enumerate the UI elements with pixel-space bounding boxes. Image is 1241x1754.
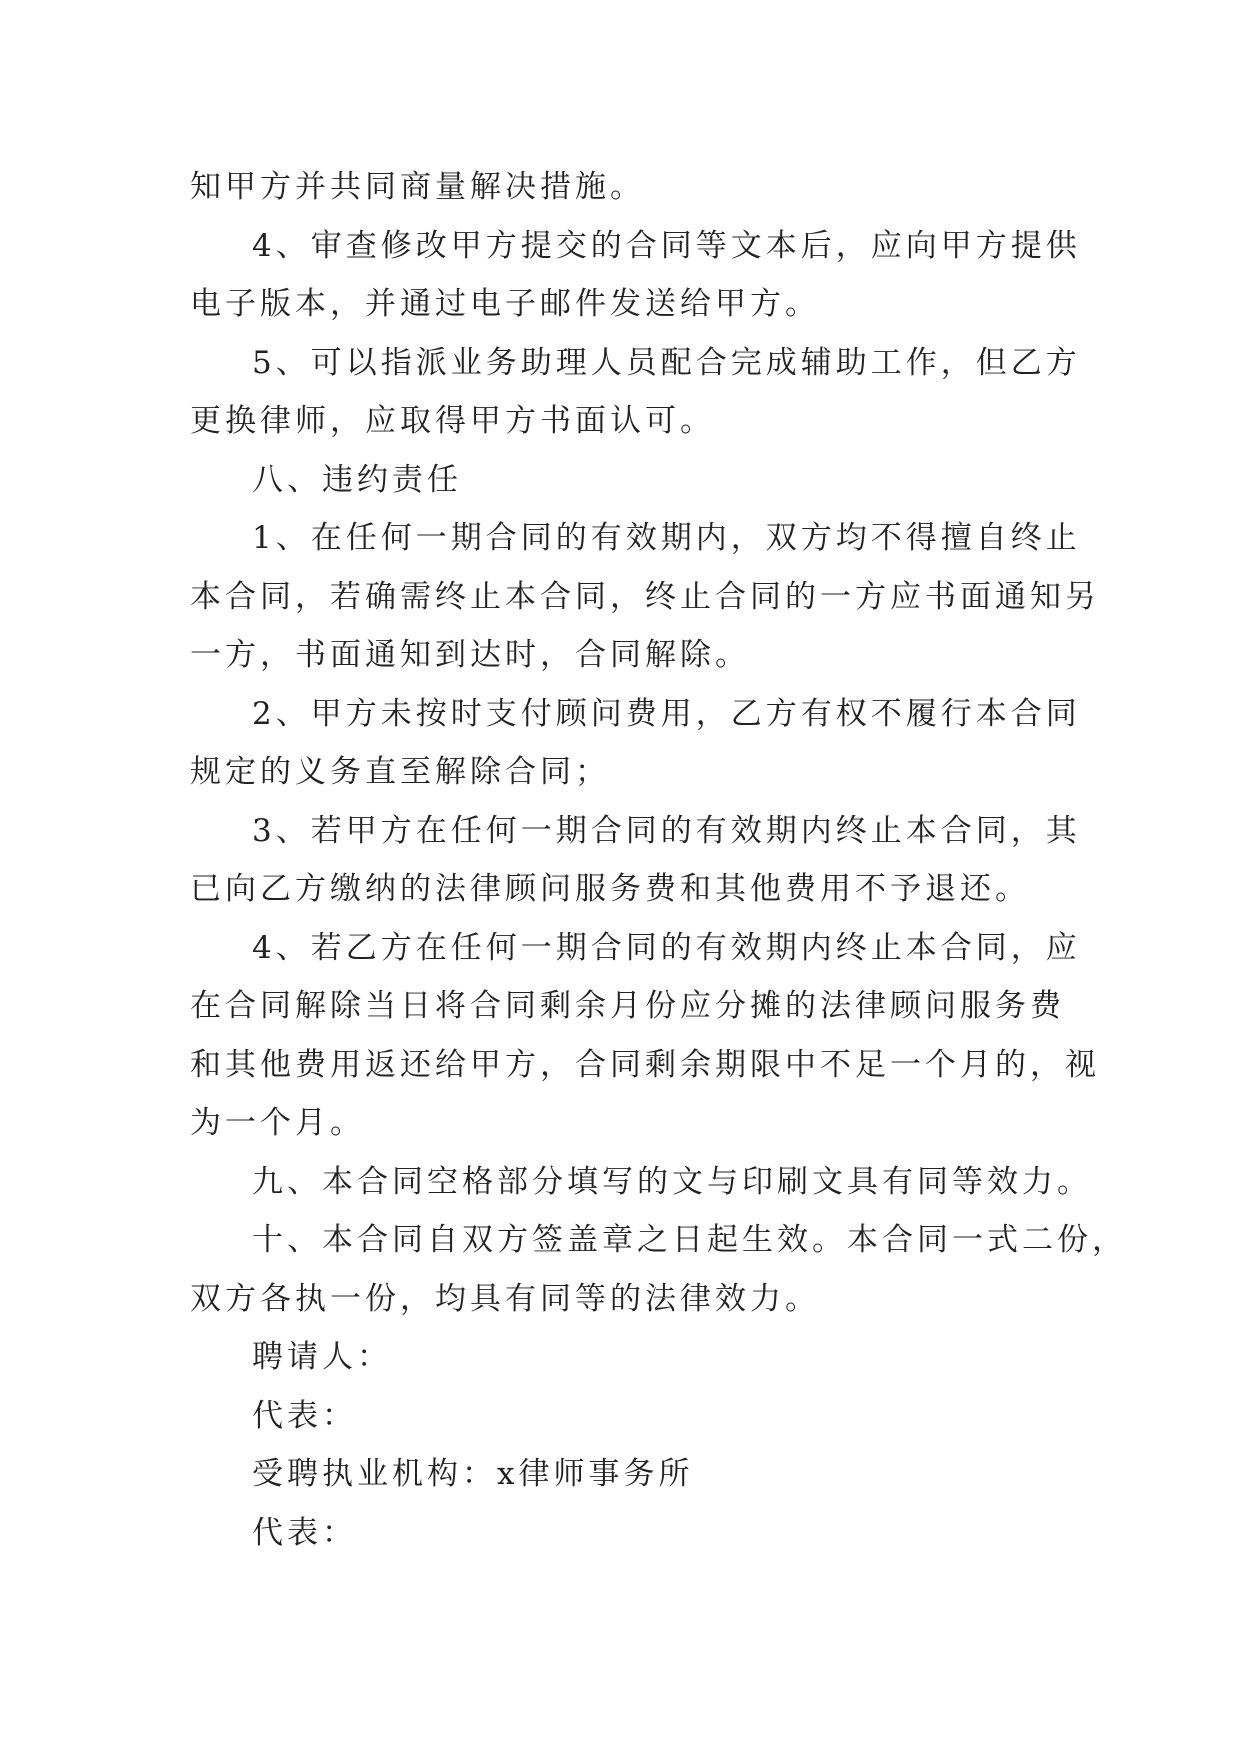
text-line: 本合同，若确需终止本合同，终止合同的一方应书面通知另 (190, 578, 1100, 615)
text-line: 更换律师，应取得甲方书面认可。 (190, 403, 715, 439)
text-line: 双方各执一份，均具有同等的法律效力。 (190, 1280, 820, 1317)
text-line: 知甲方并共同商量解决措施。 (190, 169, 645, 205)
text-line: 3、若甲方在任何一期合同的有效期内终止本合同，其 (252, 812, 1081, 849)
text-line: 在合同解除当日将合同剩余月份应分摊的法律顾问服务费 (190, 988, 1065, 1024)
section-heading: 八、违约责任 (252, 461, 462, 498)
document-body (190, 158, 1127, 1562)
text-line: 为一个月。 (190, 1105, 365, 1141)
text-line: 2、甲方未按时支付顾问费用，乙方有权不履行本合同 (252, 695, 1081, 732)
signature-client-label: 聘请人： (252, 1339, 392, 1375)
text-line: 1、在任何一期合同的有效期内，双方均不得擅自终止 (252, 520, 1081, 556)
text-line: 5、可以指派业务助理人员配合完成辅助工作，但乙方 (252, 344, 1081, 381)
text-line: 和其他费用返还给甲方，合同剩余期限中不足一个月的，视 (190, 1046, 1100, 1083)
text-line: 一方，书面通知到达时，合同解除。 (190, 637, 750, 673)
text-line: 十、本合同自双方签盖章之日起生效。本合同一式二份， (252, 1222, 1127, 1258)
text-line: 已向乙方缴纳的法律顾问服务费和其他费用不予退还。 (190, 871, 1030, 907)
text-line: 规定的义务直至解除合同； (190, 754, 610, 790)
text-line: 九、本合同空格部分填写的文与印刷文具有同等效力。 (252, 1163, 1092, 1200)
signature-client-representative-label: 代表： (252, 1397, 357, 1434)
signature-firm-representative-label: 代表： (252, 1514, 357, 1551)
signature-firm-label: 受聘执业机构：x律师事务所 (252, 1456, 694, 1492)
text-line: 电子版本，并通过电子邮件发送给甲方。 (190, 286, 820, 322)
text-line: 4、审查修改甲方提交的合同等文本后，应向甲方提供 (252, 227, 1081, 264)
text-line: 4、若乙方在任何一期合同的有效期内终止本合同，应 (252, 929, 1081, 966)
